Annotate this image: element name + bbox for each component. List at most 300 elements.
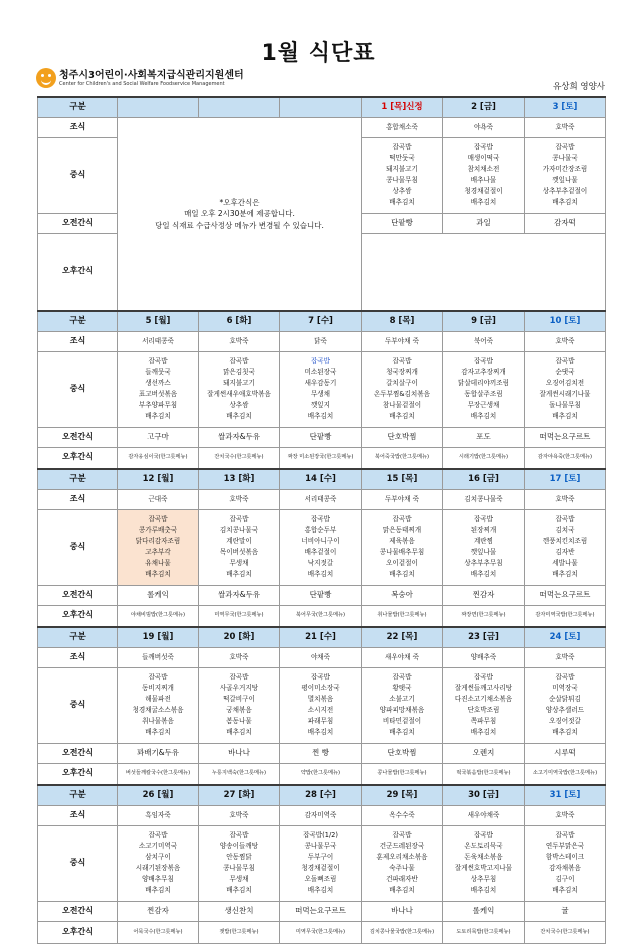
- lunch-item: 들깨뭇국: [145, 368, 171, 377]
- pm-snack-row: [38, 921, 606, 943]
- row-label-lunch: 중식: [38, 825, 118, 901]
- row-label-pm-snack: 오후간식: [38, 447, 118, 469]
- lunch-item: 새우감동기: [304, 379, 337, 388]
- lunch-item: 배추김치: [552, 197, 578, 206]
- empty-cell: [362, 233, 606, 311]
- day-header: 24 [토]: [525, 627, 606, 647]
- lunch-item: 목이버섯볶음: [219, 548, 259, 556]
- lunch-item: 미소된장국: [304, 368, 337, 377]
- breakfast-cell: 호박죽: [525, 805, 606, 825]
- lunch-row: [38, 351, 606, 427]
- am-snack-cell: 감자떡: [525, 213, 606, 233]
- lunch-cell: [362, 509, 443, 585]
- lunch-cell: [362, 825, 443, 901]
- day-header: 21 [수]: [280, 627, 362, 647]
- breakfast-row: [38, 805, 606, 825]
- lunch-item: 단호박조림: [467, 706, 500, 714]
- pm-snack-row: [38, 447, 606, 469]
- lunch-item: 연두부맑은국: [545, 842, 585, 851]
- lunch-cell: [280, 825, 362, 901]
- am-snack-cell: 떠먹는요구르트: [525, 427, 606, 447]
- row-label-day: 구분: [38, 469, 118, 489]
- lunch-item: 배추김치: [226, 727, 252, 736]
- lunch-item: 배추김치: [470, 411, 497, 420]
- day-header: 23 [금]: [443, 627, 525, 647]
- pm-snack-cell: 미역무국(한그릇메뉴): [199, 605, 280, 627]
- lunch-item: 홍합순두부: [304, 526, 337, 535]
- pm-snack-cell: 시래기밥(한그릇메뉴): [443, 447, 525, 469]
- lunch-item: 건군드레된장국: [379, 842, 425, 851]
- day-header: 27 [화]: [199, 785, 280, 805]
- row-label-day: 구분: [38, 97, 118, 117]
- lunch-item: 배추김치: [389, 197, 415, 206]
- lunch-item: 닭살데리야끼조림: [458, 379, 509, 388]
- day-header: 17 [토]: [525, 469, 606, 489]
- lunch-item: 맑은동태찌개: [382, 526, 422, 535]
- lunch-cell: [362, 667, 443, 743]
- row-label-day: 구분: [38, 311, 118, 331]
- lunch-item: 무생채: [229, 558, 249, 567]
- pm-snack-cell: 누룽지백숙(한그릇메뉴): [199, 763, 280, 785]
- lunch-item: 돈육채소볶음: [464, 853, 503, 862]
- pm-snack-cell: 떡국볶음밥(한그릇메뉴): [443, 763, 525, 785]
- lunch-item: 콩나물무국: [304, 842, 337, 851]
- pm-snack-cell: 어묵국수(한그릇메뉴): [118, 921, 199, 943]
- breakfast-row: [38, 647, 606, 667]
- lunch-item: 두부구이: [307, 853, 334, 862]
- pm-snack-cell: 약밥(한그릇메뉴): [280, 763, 362, 785]
- day-header: 28 [수]: [280, 785, 362, 805]
- row-label-pm-snack: 오후간식: [38, 921, 118, 943]
- lunch-cell: [199, 509, 280, 585]
- lunch-item: 생선까스: [145, 379, 171, 388]
- am-snack-cell: 귤: [525, 901, 606, 921]
- lunch-item: 배추김치: [389, 569, 415, 578]
- am-snack-cell: 복숭아: [362, 585, 443, 605]
- week-header-row: [38, 469, 606, 489]
- lunch-cell: [443, 351, 525, 427]
- lunch-item: 사골우거지탕: [219, 684, 259, 693]
- page-title: 1월 식단표: [261, 41, 376, 66]
- breakfast-cell: 서리태콩죽: [118, 331, 199, 351]
- lunch-item: 배추김치: [470, 197, 497, 206]
- lunch-item: 잡곡밥: [229, 357, 249, 366]
- day-header: 1 [목]신정: [362, 97, 443, 117]
- lunch-item: 잡곡밥(1/2): [303, 831, 338, 840]
- pm-snack-cell: 감자야욕죽(한그릇메뉴): [525, 447, 606, 469]
- lunch-item: 미역장국: [552, 684, 578, 693]
- lunch-item: 오징어젓갈: [549, 716, 581, 725]
- lunch-item: 무생채: [310, 390, 331, 398]
- pm-snack-cell: 버섯들깨칼국수(한그릇메뉴): [118, 763, 199, 785]
- breakfast-row: [38, 489, 606, 509]
- lunch-item: 배추김치: [389, 885, 415, 894]
- breakfast-cell: 호박죽: [525, 647, 606, 667]
- lunch-item: 깻잎지: [310, 400, 331, 409]
- lunch-item: 배추김치: [307, 569, 334, 578]
- lunch-item: 돌나물무침: [549, 400, 581, 409]
- lunch-item: 깬풍치킨치조림: [542, 537, 588, 546]
- lunch-item: 궁채볶음: [226, 706, 252, 714]
- notice-line: *오후간식은: [219, 197, 260, 207]
- lunch-cell: [443, 137, 525, 213]
- empty-header-cell: [280, 97, 362, 117]
- lunch-item: 떡만둣국: [389, 154, 415, 163]
- lunch-item: 배추김치: [470, 727, 497, 736]
- lunch-item: 배추겉절이: [304, 548, 337, 556]
- breakfast-cell: 서리태콩죽: [280, 489, 362, 509]
- lunch-item: 맑은김칫국: [223, 368, 255, 377]
- lunch-item: 함박스테이크: [545, 853, 585, 862]
- empty-header-cell: [118, 97, 199, 117]
- lunch-cell: [525, 667, 606, 743]
- row-label-am-snack: 오전간식: [38, 585, 118, 605]
- menu-table: [37, 96, 606, 944]
- breakfast-cell: 호박죽: [525, 489, 606, 509]
- lunch-item: 배추김치: [226, 885, 252, 894]
- breakfast-cell: 새우야채죽: [443, 805, 525, 825]
- lunch-item: 잡곡밥: [392, 143, 412, 152]
- lunch-cell: [443, 509, 525, 585]
- lunch-cell: [118, 667, 199, 743]
- lunch-item: 배추김치: [552, 885, 578, 894]
- lunch-item: 참치채소전: [467, 165, 500, 174]
- day-header: 12 [월]: [118, 469, 199, 489]
- lunch-row: [38, 509, 606, 585]
- lunch-item: 깻잎나물: [470, 548, 497, 556]
- day-header: 15 [목]: [362, 469, 443, 489]
- lunch-item: 쪽파무침: [470, 716, 497, 725]
- pm-snack-cell: 짜장 미소된장국(한그릇메뉴): [280, 447, 362, 469]
- lunch-item: 돼지불고기: [386, 165, 418, 174]
- am-snack-cell: 과일: [443, 213, 525, 233]
- am-snack-cell: 단팥빵: [280, 585, 362, 605]
- lunch-item: 잡곡밥: [229, 515, 249, 524]
- lunch-cell: [199, 667, 280, 743]
- lunch-item: 감자채볶음: [549, 864, 581, 872]
- breakfast-row: [38, 117, 606, 137]
- lunch-cell: [362, 137, 443, 213]
- lunch-item: 청경채굴소스볶음: [132, 706, 184, 714]
- lunch-cell: [280, 351, 362, 427]
- lunch-item: 배추김치: [470, 569, 497, 578]
- day-header: 19 [월]: [118, 627, 199, 647]
- day-header: 7 [수]: [280, 311, 362, 331]
- lunch-item: 비타민겉절이: [382, 716, 422, 725]
- lunch-item: 동비지찌개: [142, 684, 174, 693]
- lunch-item: 갈치살구이: [386, 379, 418, 388]
- lunch-item: 잘게썬호박고지나물: [454, 864, 513, 872]
- lunch-item: 잡곡밥: [148, 357, 168, 366]
- breakfast-cell: 호박죽: [525, 331, 606, 351]
- day-header: 3 [토]: [525, 97, 606, 117]
- lunch-item: 제육볶음: [389, 537, 415, 546]
- lunch-cell: [525, 351, 606, 427]
- lunch-item: 온도토리묵국: [464, 842, 503, 851]
- lunch-cell: [525, 137, 606, 213]
- notice-line: 매일 오후 2시30분에 제공합니다.: [184, 209, 295, 218]
- lunch-item: 황탯국: [392, 684, 412, 693]
- lunch-item: 잡곡밥: [555, 515, 575, 524]
- lunch-item: 콩나물배추무침: [379, 548, 425, 556]
- day-header: 14 [수]: [280, 469, 362, 489]
- pm-snack-cell: 소고기미역국밥(한그릇메뉴): [525, 763, 606, 785]
- row-label-breakfast: 조식: [38, 647, 118, 667]
- lunch-item: 잡곡밥: [148, 831, 168, 840]
- breakfast-cell: 호박죽: [525, 117, 606, 137]
- lunch-item: 배추김치: [226, 569, 252, 578]
- day-header: 22 [목]: [362, 627, 443, 647]
- lunch-item: 잡곡밥: [392, 673, 412, 682]
- day-header: 13 [화]: [199, 469, 280, 489]
- breakfast-cell: 양배추죽: [443, 647, 525, 667]
- week-header-row: [38, 627, 606, 647]
- lunch-item: 매생이떡국: [467, 154, 500, 163]
- pm-snack-cell: 잔치국수(한그릇메뉴): [525, 921, 606, 943]
- breakfast-cell: 홍합채소죽: [362, 117, 443, 137]
- lunch-item: 고추부각: [145, 548, 171, 556]
- breakfast-cell: 야채죽: [280, 647, 362, 667]
- lunch-item: 잡곡밥: [310, 673, 331, 682]
- day-header: 30 [금]: [443, 785, 525, 805]
- lunch-item: 배추김치: [552, 569, 578, 578]
- lunch-item: 양배추무침: [142, 874, 174, 883]
- day-header: 2 [금]: [443, 97, 525, 117]
- lunch-item: 배추김치: [307, 885, 334, 894]
- am-snack-cell: 꽈배기&두유: [118, 743, 199, 763]
- lunch-cell: [525, 825, 606, 901]
- lunch-item: 파래무침: [307, 716, 334, 725]
- lunch-item: 배추김치: [226, 411, 252, 420]
- lunch-item: 무장근생채: [467, 400, 500, 409]
- lunch-item: 상추쌈: [229, 400, 249, 409]
- pm-snack-row: [38, 605, 606, 627]
- lunch-item: 잘게썬들깨고사리탕: [454, 684, 513, 693]
- row-label-day: 구분: [38, 785, 118, 805]
- am-snack-cell: 떠먹는요구르트: [280, 901, 362, 921]
- lunch-item: 가자미간장조림: [542, 165, 588, 174]
- am-snack-cell: 바나나: [362, 901, 443, 921]
- lunch-item: 오징어김치전: [545, 379, 585, 388]
- week-header-row: [38, 785, 606, 805]
- lunch-cell: [199, 825, 280, 901]
- lunch-item: 온두부찜&김치볶음: [373, 390, 431, 398]
- lunch-item: 배추김치: [307, 727, 334, 736]
- lunch-item: 양송이들깨탕: [219, 842, 259, 851]
- lunch-item: 잡곡밥: [229, 673, 249, 682]
- am-snack-cell: 단호박찜: [362, 427, 443, 447]
- lunch-cell: [443, 825, 525, 901]
- lunch-item: 콩나물무침: [386, 176, 418, 184]
- pm-snack-row: [38, 763, 606, 785]
- lunch-item: 배추김치: [552, 727, 578, 736]
- am-snack-cell: 찐 빵: [280, 743, 362, 763]
- am-snack-cell: 쌀과자&두유: [199, 427, 280, 447]
- am-snack-row: [38, 427, 606, 447]
- am-snack-cell: 찐감자: [443, 585, 525, 605]
- lunch-item: 잡곡밥: [392, 357, 412, 366]
- lunch-item: 잡곡밥: [473, 673, 494, 682]
- lunch-item: 배추김치: [389, 727, 415, 736]
- row-label-pm-snack: 오후간식: [38, 763, 118, 785]
- lunch-cell: [362, 351, 443, 427]
- lunch-cell: [525, 509, 606, 585]
- week-header-row: [38, 97, 606, 117]
- lunch-item: 잘게썬새우애호박볶음: [207, 390, 271, 398]
- lunch-item: 잡곡밥: [392, 515, 412, 524]
- lunch-cell: [443, 667, 525, 743]
- lunch-item: 멸치볶음: [307, 695, 334, 704]
- breakfast-cell: 새우야채 죽: [362, 647, 443, 667]
- am-snack-cell: 단팥빵: [280, 427, 362, 447]
- lunch-item: 감자고추장찌개: [461, 368, 506, 377]
- lunch-item: 돼지불고기: [223, 379, 255, 388]
- lunch-item: 잡곡밥: [229, 831, 249, 840]
- day-header: 6 [화]: [199, 311, 280, 331]
- lunch-item: 다진소고기채소볶음: [454, 695, 513, 704]
- lunch-item: 배추김치: [145, 885, 171, 894]
- pm-snack-cell: 북어무국(한그릇메뉴): [280, 605, 362, 627]
- lunch-cell: [118, 825, 199, 901]
- am-snack-cell: 쌀과자&두유: [199, 585, 280, 605]
- pm-snack-cell: 야채비빔밥(한그릇메뉴): [118, 605, 199, 627]
- am-snack-cell: 오렌지: [443, 743, 525, 763]
- lunch-item: 해물파전: [145, 695, 171, 704]
- pm-snack-cell: 잔치국수(한그릇메뉴): [199, 447, 280, 469]
- week-header-row: [38, 311, 606, 331]
- lunch-item: 잡곡밥: [555, 143, 575, 152]
- lunch-cell: [199, 351, 280, 427]
- breakfast-cell: 감자미역죽: [280, 805, 362, 825]
- row-label-am-snack: 오전간식: [38, 901, 118, 921]
- am-snack-cell: 시루떡: [525, 743, 606, 763]
- breakfast-cell: 두부야채 죽: [362, 331, 443, 351]
- row-label-day: 구분: [38, 627, 118, 647]
- lunch-item: 부추양파무침: [138, 400, 178, 409]
- lunch-item: 훈제오리채소볶음: [376, 853, 428, 862]
- lunch-item: 콩나물무침: [223, 864, 255, 872]
- lunch-item: 평이미소장국: [301, 684, 340, 693]
- am-snack-cell: 생신찬치: [199, 901, 280, 921]
- row-label-am-snack: 오전간식: [38, 213, 118, 233]
- day-header: 29 [목]: [362, 785, 443, 805]
- lunch-item: 표고버섯볶음: [138, 390, 178, 398]
- lunch-item: 취나물볶음: [142, 716, 174, 725]
- day-header: 16 [금]: [443, 469, 525, 489]
- breakfast-cell: 호박죽: [199, 805, 280, 825]
- breakfast-cell: 호박죽: [199, 489, 280, 509]
- am-snack-cell: 롤케익: [118, 585, 199, 605]
- lunch-item: 잡곡밥: [310, 357, 331, 366]
- lunch-item: 상추부추무침: [464, 558, 503, 567]
- am-snack-row: [38, 585, 606, 605]
- row-label-am-snack: 오전간식: [38, 427, 118, 447]
- pm-snack-cell: 김치콩나물국밥(한그릇메뉴): [362, 921, 443, 943]
- breakfast-cell: 두부야채 죽: [362, 489, 443, 509]
- lunch-item: 배추김치: [389, 411, 415, 420]
- lunch-item: 배추김치: [145, 411, 171, 420]
- breakfast-cell: 호박죽: [199, 647, 280, 667]
- lunch-item: 콩가루배춧국: [138, 526, 178, 535]
- lunch-item: 김치콩나물국: [219, 526, 259, 535]
- day-header: 31 [토]: [525, 785, 606, 805]
- pm-snack-cell: 북어죽국밥(한그릇메뉴): [362, 447, 443, 469]
- row-label-pm-snack: 오후간식: [38, 605, 118, 627]
- lunch-item: 봄동나물: [226, 716, 252, 725]
- am-snack-cell: 떠먹는요구르트: [525, 585, 606, 605]
- lunch-item: 잡곡밥: [310, 515, 331, 524]
- lunch-item: 잡곡밥: [555, 357, 575, 366]
- notice-line: 당일 식재료 수급사정상 메뉴가 변경될 수 있습니다.: [155, 220, 324, 230]
- lunch-item: 된장찌개: [470, 526, 497, 535]
- day-header: 5 [월]: [118, 311, 199, 331]
- lunch-item: 잡곡밥: [148, 515, 168, 524]
- lunch-item: 잘게썬시래기나물: [539, 390, 591, 398]
- lunch-item: 계란찜: [473, 537, 494, 546]
- pm-snack-cell: 도토리묵밥(한그릇메뉴): [443, 921, 525, 943]
- lunch-item: 상추무침: [470, 874, 497, 883]
- breakfast-cell: 김치콩나물죽: [443, 489, 525, 509]
- lunch-item: 삼치구이: [145, 853, 171, 862]
- row-label-am-snack: 오전간식: [38, 743, 118, 763]
- empty-header-cell: [199, 97, 280, 117]
- lunch-item: 세발나물: [552, 558, 578, 567]
- lunch-item: 잡곡밥: [392, 831, 412, 840]
- lunch-item: 잡곡밥: [148, 673, 168, 682]
- lunch-item: 무생채: [229, 874, 249, 883]
- notice-cell: [118, 117, 362, 311]
- breakfast-cell: 북어죽: [443, 331, 525, 351]
- day-header: 8 [목]: [362, 311, 443, 331]
- lunch-item: 소시지전: [307, 706, 334, 714]
- lunch-item: 청경채겉절이: [301, 864, 340, 872]
- lunch-item: 깻잎나물: [552, 176, 578, 184]
- org-subtitle: Center for Children's and Social Welfare Foodservice Management: [59, 81, 225, 87]
- pm-snack-cell: 미역무국(한그릇메뉴): [280, 921, 362, 943]
- lunch-item: 상추쌈: [392, 186, 412, 195]
- am-snack-cell: 바나나: [199, 743, 280, 763]
- breakfast-cell: 들깨버섯죽: [118, 647, 199, 667]
- pm-snack-cell: 잿밥(한그릇메뉴): [199, 921, 280, 943]
- lunch-item: 잡곡밥: [473, 831, 494, 840]
- lunch-item: 양파피망채볶음: [379, 706, 425, 714]
- lunch-item: 김구이: [555, 874, 575, 883]
- breakfast-cell: 흑임자죽: [118, 805, 199, 825]
- pm-snack-cell: 감자옹심이국(한그릇메뉴): [118, 447, 199, 469]
- lunch-item: 배추김치: [470, 885, 497, 894]
- am-snack-cell: 고구마: [118, 427, 199, 447]
- row-label-pm-snack: 오후간식: [38, 233, 118, 311]
- lunch-item: 너비아니구이: [301, 537, 340, 546]
- lunch-item: 소불고기: [389, 695, 415, 704]
- day-header: 20 [화]: [199, 627, 280, 647]
- lunch-item: 잡곡밥: [555, 673, 575, 682]
- pm-snack-cell: 취나물밥(한그릇메뉴): [362, 605, 443, 627]
- lunch-item: 잡곡밥: [473, 515, 494, 524]
- breakfast-cell: 야욕죽: [443, 117, 525, 137]
- day-header: 10 [토]: [525, 311, 606, 331]
- lunch-item: 양상추샐러드: [545, 706, 585, 714]
- lunch-item: 청국장찌개: [386, 368, 418, 377]
- row-label-breakfast: 조식: [38, 489, 118, 509]
- row-label-lunch: 중식: [38, 509, 118, 585]
- am-snack-cell: 롤케익: [443, 901, 525, 921]
- row-label-breakfast: 조식: [38, 331, 118, 351]
- org-name: 청주시3어린이·사회복지급식관리지원센터: [59, 70, 244, 81]
- lunch-item: 콩나물국: [552, 154, 578, 163]
- lunch-item: 순살닭튀김: [549, 695, 581, 704]
- lunch-item: 잡곡밥: [555, 831, 575, 840]
